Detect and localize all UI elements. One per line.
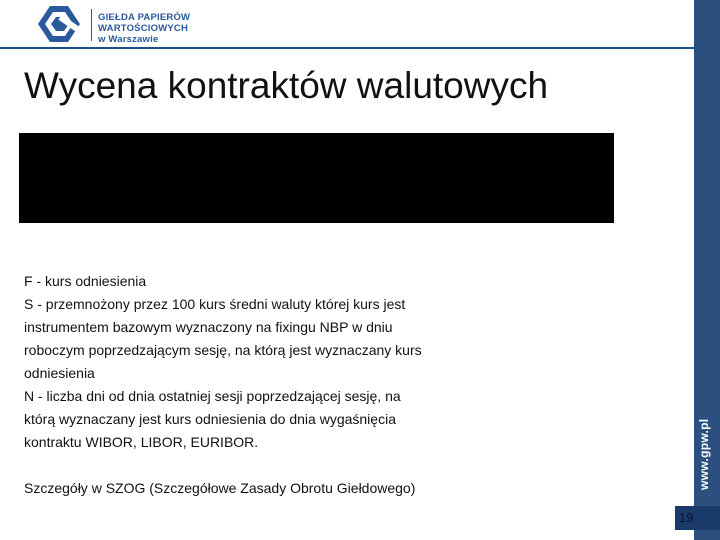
body-line: odniesienia (24, 365, 95, 381)
body-line: kontraktu WIBOR, LIBOR, EURIBOR. (24, 434, 259, 450)
footer-note: Szczegóły w SZOG (Szczegółowe Zasady Obrotu Giełdowego) (24, 480, 416, 496)
logo-divider (91, 9, 92, 41)
redacted-formula-block (19, 133, 614, 223)
spacer (24, 454, 494, 477)
logo-line-1: GIEŁDA PAPIERÓW (98, 12, 191, 23)
header-divider (0, 47, 694, 49)
header (0, 0, 694, 47)
body-line: którą wyznaczany jest kurs odniesienia do dnia wygaśnięcia (24, 411, 396, 427)
body-line: S - przemnożony przez 100 kurs średni waluty której kurs jest (24, 296, 406, 312)
slide-title: Wycena kontraktów walutowych (24, 65, 549, 106)
gpw-logo-icon (36, 4, 82, 44)
logo-line-3: w Warszawie (98, 34, 159, 45)
logo-text (98, 12, 190, 45)
body-text (24, 270, 494, 500)
logo-line-2: WARTOŚCIOWYCH (98, 23, 189, 34)
body-line: N - liczba dni od dnia ostatniej sesji poprzedzającej sesję, na (24, 388, 401, 404)
body-line: F - kurs odniesienia (24, 273, 147, 289)
page-number: 19 (675, 506, 720, 530)
sidebar-url: www.gpw.pl (697, 418, 711, 490)
body-line: roboczym poprzedzającym sesję, na którą jest wyznaczany kurs (24, 342, 422, 358)
body-line: instrumentem bazowym wyznaczony na fixingu NBP w dniu (24, 319, 393, 335)
